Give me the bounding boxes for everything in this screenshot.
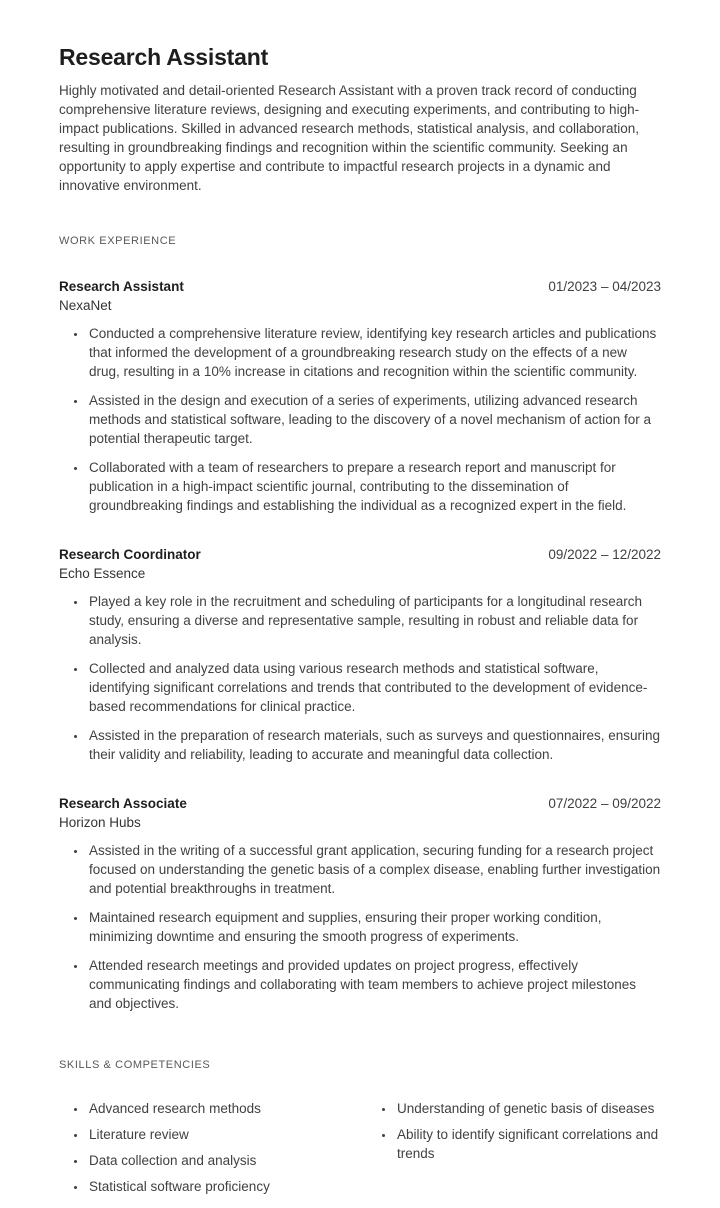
resume-summary: Highly motivated and detail-oriented Research Assistant with a proven track record of conducting comprehensive literature reviews, designing and executing experiments, and contributing to high-impact publications. Skilled in advanced research methods, statistical analysis, and collaboration, resulting in groundbreaking findings and recognition within the scientific community. Seeking an opportunity to apply expertise and contribute to impactful research projects in a dynamic and innovative environment. [59,83,640,193]
skill-item: • Literature review [87,1125,353,1144]
job-dates: 01/2023 – 04/2023 [548,279,661,294]
job-bullet: • Conducted a comprehensive literature review, identifying key research articles and publications that informed the development of a groundbreaking research study on the effects of a new drug, resulting in a 10% increase in citations and recognition within the scientific community. [87,324,661,381]
skills-column-right [367,1099,661,1203]
job-dates: 07/2022 – 09/2022 [548,796,661,811]
resume-title: Research Assistant [59,44,269,70]
job-entry [59,279,661,515]
job-company: Echo Essence [59,566,146,581]
job-dates: 09/2022 – 12/2022 [548,547,661,562]
job-title: Research Assistant [59,279,184,294]
job-title: Research Coordinator [59,547,201,562]
skill-item: • Data collection and analysis [87,1151,353,1170]
job-company: Horizon Hubs [59,815,141,830]
job-bullet: • Assisted in the writing of a successful grant application, securing funding for a research project focused on understanding the genetic basis of a complex disease, enabling further investigation and potential breakthroughs in treatment. [87,841,661,898]
job-bullet: • Played a key role in the recruitment and scheduling of participants for a longitudinal research study, ensuring a diverse and representative sample, resulting in robust and reliable data for analysis. [87,592,661,649]
job-bullet-list [59,324,661,515]
job-company: NexaNet [59,298,112,313]
skill-item: • Statistical software proficiency [87,1177,353,1196]
job-header [59,279,661,294]
job-header [59,796,661,811]
skills-section-label: SKILLS & COMPETENCIES [59,1059,211,1071]
job-bullet-list [59,592,661,764]
job-header [59,547,661,562]
skill-item: • Advanced research methods [87,1099,353,1118]
skills-grid [59,1099,661,1203]
job-bullet: • Collected and analyzed data using various research methods and statistical software, identifying significant correlations and trends that contributed to the development of evidence-based recommendations for clinical practice. [87,659,661,716]
job-bullet: • Assisted in the preparation of research materials, such as surveys and questionnaires, ensuring their validity and reliability, leading to accurate and meaningful data collection. [87,726,661,764]
skill-item: • Ability to identify significant correlations and trends [395,1125,661,1163]
skill-item: • Understanding of genetic basis of diseases [395,1099,661,1118]
skills-column-left [59,1099,353,1203]
job-bullet-list [59,841,661,1013]
job-entry [59,796,661,1013]
job-title: Research Associate [59,796,187,811]
job-bullet: • Collaborated with a team of researchers to prepare a research report and manuscript for publication in a high-impact scientific journal, contributing to the dissemination of groundbreaking findings and establishing the individual as a recognized expert in the field. [87,458,661,515]
job-bullet: • Assisted in the design and execution of a series of experiments, utilizing advanced research methods and statistical software, leading to the discovery of a novel mechanism of action for a potential therapeutic target. [87,391,661,448]
job-bullet: • Maintained research equipment and supplies, ensuring their proper working condition, minimizing downtime and ensuring the smooth progress of experiments. [87,908,661,946]
work-experience-section-label: WORK EXPERIENCE [59,235,177,247]
job-entry [59,547,661,764]
job-bullet: • Attended research meetings and provided updates on project progress, effectively communicating findings and collaborating with team members to achieve project milestones and objectives. [87,956,661,1013]
